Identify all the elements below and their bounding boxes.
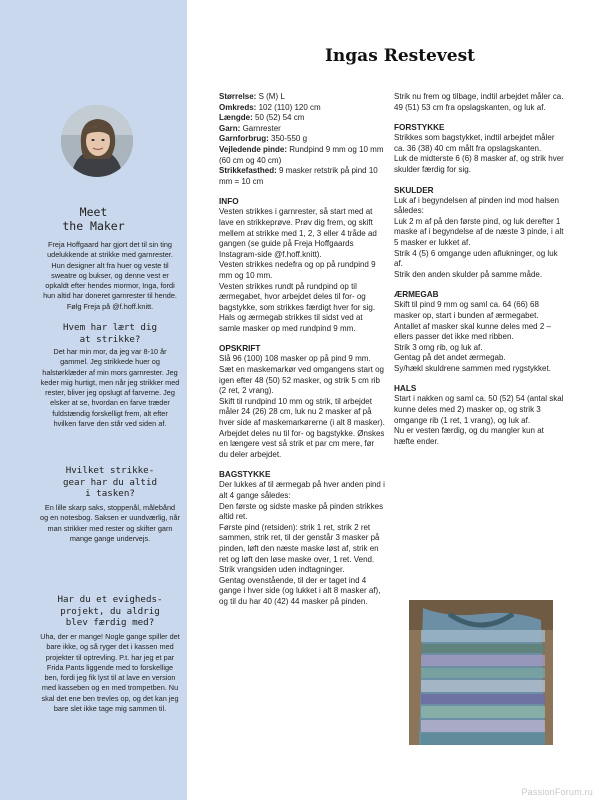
spec-size: Størrelse: S (M) L <box>219 92 285 101</box>
watermark: PassionForum.ru <box>521 787 593 797</box>
opskrift-text-1: Slå 96 (100) 108 masker op på pind 9 mm. Sæt en maskemarkør ved omgangens start og igen efter 48 (50) 52 masker, og strik 5 cm rib (2 ret, 2 vrang). <box>219 354 384 396</box>
answer-1: Det har min mor, da jeg var 8-10 år gammel. Jeg strikkede huer og halstørklæder af min mors garnrester. Jeg keder mig hurtigt, men når jeg strikker med rester, bliver jeg opslugt af farverne. Jeg elsker at se, hvordan en farve træder fuldstændig forskelligt frem, alt efter hvilken farve den står ved siden af. <box>40 347 180 429</box>
info-text-3: Vesten strikkes rundt på rundpind op til ærmegabet, hvor arbejdet deles til for- og bagstykke, som strikkes færdigt hver for sig. <box>219 281 376 312</box>
info-text-2: Vesten strikkes nedefra og op på rundpind 9 mm og 10 mm. <box>219 260 376 280</box>
info-text-4: Hals og ærmegab strikkes til sidst ved at samle masker op med rundpind 9 mm. <box>219 313 363 333</box>
meet-the-maker-heading: Meet the Maker <box>62 205 125 233</box>
hals-text-1: Start i nakken og saml ca. 50 (52) 54 (antal skal kunne deles med 2) masker op, og strik 3 omgange rib (1 ret, 1 vrang), og luk af. <box>394 394 564 425</box>
opskrift-text-3: Arbejdet deles nu til for- og bagstykke. Ønskes en længere vest så strik et par cm mere, før du deler arbejdet. <box>219 428 385 459</box>
spec-length: Længde: 50 (52) 54 cm <box>219 113 305 123</box>
aermegab-text-1: Skift til pind 9 mm og saml ca. 64 (66) 68 masker op, start i bunden af ærmegabet. Antallet af masker skal kunne deles med 2 – ellers passer det ikke med ribben. <box>394 300 551 342</box>
bagstykke-text-2: Den første og sidste maske på pinden strikkes altid ret. <box>219 501 384 522</box>
spec-yarn-amount: Garnforbrug: 350-550 g <box>219 134 308 144</box>
bagstykke-text-4: Gentag ovenstående, til der er taget ind 4 gange i hver side (og lukket i alt 8 masker af), og til du har 40 (42) 44 masker på pinden. <box>219 575 381 606</box>
skulder-heading: SKULDER <box>394 185 434 195</box>
maker-portrait <box>61 105 133 177</box>
answer-2: En lille skarp saks, stoppenål, målebånd og en notesbog. Saksen er uundværlig, når man strikker med rester og skifter garn mange gange undervejs. <box>40 503 180 543</box>
aermegab-text-4: Sy/hækl skuldrene sammen med rygstykket. <box>394 363 551 373</box>
pattern-title: Ingas Restevest <box>324 46 475 66</box>
forstykke-heading: FORSTYKKE <box>394 123 445 133</box>
maker-intro: Freja Hoffgaard har gjort det til sin ting udelukkende at strikke med garnrester. Hun designer alt fra huer og veste til sweatre og bukser, og denne vest er opkaldt efter hendes mormor, Inga, fordi hun altid har doneret garnrester til hende. Følg Freja på @f.hoff.knitt. <box>43 240 177 311</box>
skulder-text-1: Luk af i begyndelsen af pinden ind mod halsen således: <box>394 195 560 216</box>
bagstykke-heading: BAGSTYKKE <box>219 470 271 480</box>
forstykke-text-1: Strikkes som bagstykket, indtil arbejdet måler ca. 36 (38) 40 cm målt fra opslagskanten. <box>394 133 555 153</box>
bagstykke-text-1: Der lukkes af til ærmegab på hver anden pind i alt 4 gange således: <box>219 480 385 500</box>
question-1: Hvem har lært dig at strikke? <box>62 322 158 345</box>
aermegab-heading: ÆRMEGAB <box>394 290 439 300</box>
skulder-text-2: Luk 2 m af på den første pind, og luk derefter 1 maske af i begyndelse af de næste 3 pinde, i alt 5 masker er lukket af. <box>394 216 564 247</box>
aermegab-text-2: Strik 3 omg rib, og luk af. <box>394 342 483 352</box>
maker-sidebar <box>0 0 187 800</box>
spec-gauge: Strikkefasthed: 9 masker retstrik på pind 10 mm = 10 cm <box>219 166 378 186</box>
spec-needles: Vejledende pinde: Rundpind 9 mm og 10 mm (60 cm og 40 cm) <box>219 144 384 165</box>
spec-list <box>219 92 385 187</box>
opskrift-heading: OPSKRIFT <box>219 344 261 354</box>
portrait-image <box>61 105 133 177</box>
bagstykke-text-3: Første pind (retsiden): strik 1 ret, strik 2 ret sammen, strik ret, til der genstår 3 masker på pinden, løft den næste maske løst af, strik en ret og løft den løse maske over, 1 ret. Vend. Strik vrangsiden uden indtagninger. <box>219 522 380 575</box>
bagstykke-text-5: Strik nu frem og tilbage, indtil arbejdet måler ca. 49 (51) 53 cm fra opslagskanten, og luk af. <box>394 92 564 112</box>
vest-photo <box>409 600 553 745</box>
skulder-text-3: Strik 4 (5) 6 omgange uden aflukninger, og luk af. <box>394 248 558 269</box>
pattern-column-1 <box>219 92 385 608</box>
hals-heading: HALS <box>394 384 417 394</box>
forstykke-text-2: Luk de midterste 6 (6) 8 masker af, og strik hver skulder færdig for sig. <box>394 154 564 174</box>
pattern-column-2 <box>394 92 566 447</box>
answer-3: Uha, der er mange! Nogle gange spiller det bare ikke, og så ryger det i kassen med projekter til optrevling. P.t. har jeg et par Frida Pants liggende med to forskellige ben, fordi jeg fik lyst til at lave en version med kasseben og en med trompetben. Nu skal det ene ben trevles op, og det kan jeg bare slet ikke tage mig sammen til. <box>40 632 180 714</box>
aermegab-text-3: Gentag på det andet ærmegab. <box>394 353 506 363</box>
hals-text-2: Nu er vesten færdig, og du mangler kun at hæfte ender. <box>394 426 544 446</box>
spec-yarn: Garn: Garnrester <box>219 123 281 133</box>
info-heading: INFO <box>219 197 239 207</box>
knitted-vest-image <box>409 600 553 745</box>
question-2: Hvilket strikke- gear har du altid i tasken? <box>62 465 158 499</box>
opskrift-text-2: Skift til rundpind 10 mm og strik, til arbejdet måler 24 (26) 28 cm, luk nu 2 masker af på hver side af maskemarkørerne (i alt 8 masker). <box>219 396 385 428</box>
info-text-1: Vesten strikkes i garnrester, så start med at lave en strikkeprøve. Prøv dig frem, og skift mellem at strikke med 1, 2, 3 eller 4 tråde ad gangen (se guide på Freja Hoffgaards Instagram-side @f.hoff.knitt). <box>219 207 377 259</box>
question-3: Har du et evigheds- projekt, du aldrig blev færdig med? <box>57 594 163 628</box>
skulder-text-4: Strik den anden skulder på samme måde. <box>394 269 543 279</box>
spec-circumference: Omkreds: 102 (110) 120 cm <box>219 102 321 112</box>
